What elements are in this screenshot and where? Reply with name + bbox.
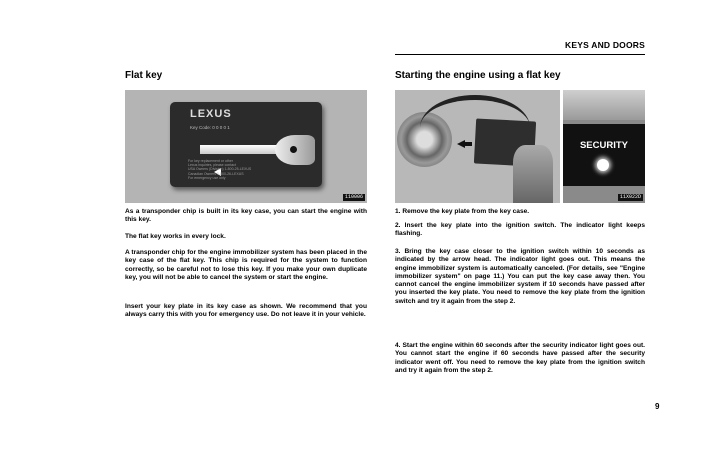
card-text <box>188 159 251 180</box>
paragraph: Insert your key plate in its key case as shown. We recommend that you always carry this with you for emergency use. Do not leave it in your vehicle. <box>125 303 367 319</box>
flat-key-heading: Flat key <box>125 70 163 81</box>
starting-engine-heading: Starting the engine using a flat key <box>395 70 561 81</box>
step: 2. Insert the key plate into the ignition switch. The indicator light keeps flashing. <box>395 222 645 238</box>
flat-key-figure <box>125 90 367 203</box>
page-number: 9 <box>655 402 660 411</box>
key-code-label: Key Code: 0 0 0 0 1 <box>190 125 230 130</box>
dashboard-trim <box>563 90 645 120</box>
hand-image <box>513 145 553 203</box>
security-label: SECURITY <box>579 140 629 151</box>
step: 3. Bring the key case closer to the ignition switch within 10 seconds as indicated by the arrow head. The indicator light goes out. This means the engine immobilizer system is automatically canceled. (For details, see "Engine immobilizer system" on page 11.) You can put the key case away then. You cannot cancel the engine immobilizer system if 10 seconds have passed after you inserted the key plate. You need to remove the key plate from the ignition switch and try it again from the step 2. <box>395 248 645 305</box>
card-text-line: For key replacement or other <box>188 159 233 163</box>
security-figure <box>563 90 645 203</box>
security-panel <box>563 124 645 186</box>
step: 1. Remove the key plate from the key case. <box>395 208 530 215</box>
step: 4. Start the engine within 60 seconds after the security indicator light goes out. You cannot start the engine if 60 seconds have passed after the security indicator went off. You need to remove the key plate from the ignition switch and try it again from the step 2. <box>395 342 645 374</box>
card-text-line: For emergency use only <box>188 175 226 180</box>
figure-code: 110006 <box>344 194 363 200</box>
paragraph: The flat key works in every lock. <box>125 233 226 240</box>
security-light-icon <box>597 159 609 171</box>
header-rule <box>395 54 645 55</box>
paragraph: A transponder chip for the engine immobilizer system has been placed in the key case of the flat key. This chip is required for the system to function correctly, so be careful not to lose this key. If you make your own duplicate key, you will not be able to cancel the system or start the engine. <box>125 249 367 281</box>
card-text-line: Canadian Owners 1-800-26-LEXUS <box>188 171 244 176</box>
card-text-line: Lexus inquiries, please contact <box>188 163 236 168</box>
section-header: KEYS AND DOORS <box>565 40 645 50</box>
lexus-logo: LEXUS <box>190 108 232 120</box>
key-hole <box>290 146 297 153</box>
figure-code: 11X022D <box>619 194 641 200</box>
key-blade <box>200 145 280 154</box>
paragraph: As a transponder chip is built in its key case, you can start the engine with this key. <box>125 208 367 224</box>
ignition-figure <box>395 90 560 203</box>
card-text-line: USA Owners (Division) 1-800-25-LEXUS <box>188 167 252 172</box>
key-card <box>170 102 322 187</box>
left-arrow-tail <box>464 142 472 146</box>
